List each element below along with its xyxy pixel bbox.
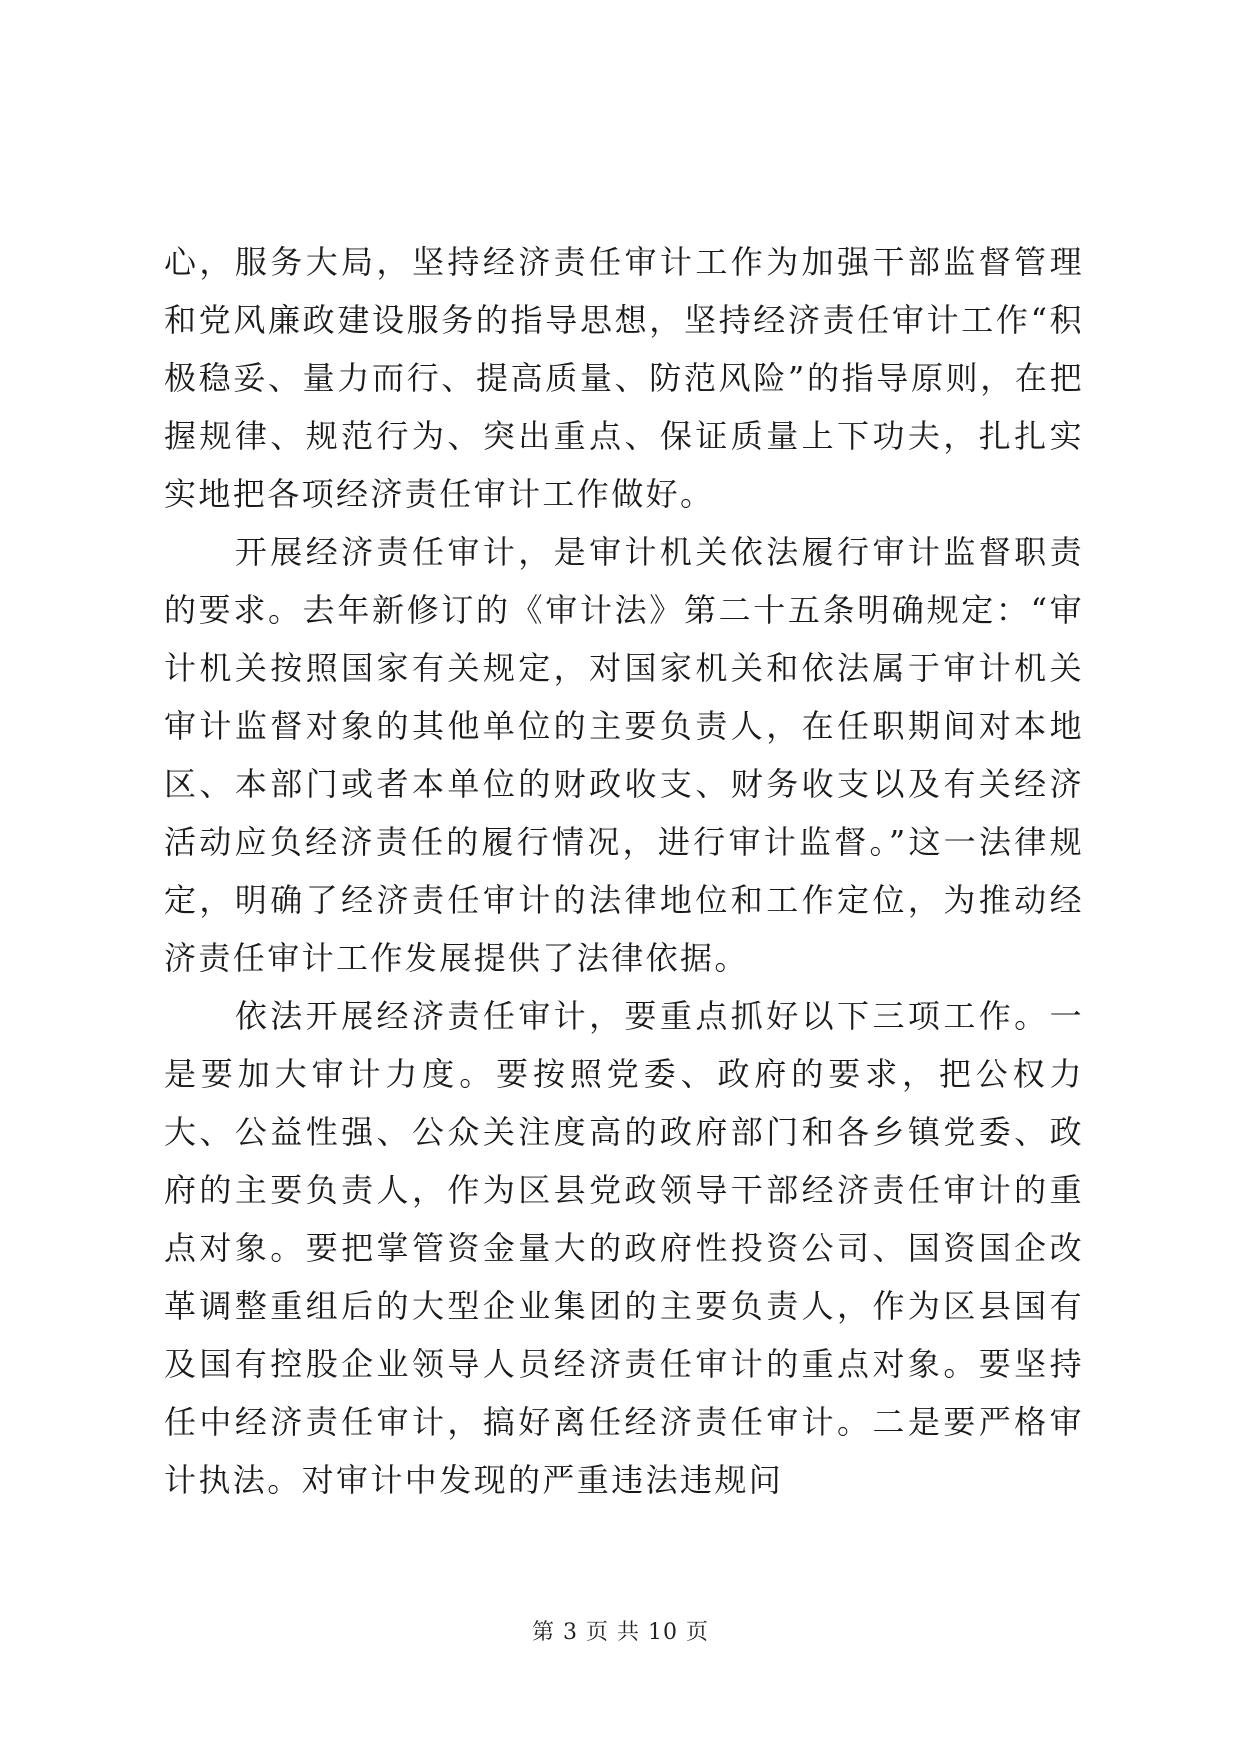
document-body [164, 233, 1084, 1509]
page-number-footer: 第 3 页 共 10 页 [532, 1620, 709, 1645]
paragraph: 开展经济责任审计，是审计机关依法履行审计监督职责的要求。去年新修订的《审计法》第二十五条明确规定：“审计机关按照国家有关规定，对国家机关和依法属于审计机关审计监督对象的其他单位的主要负责人，在任职期间对本地区、本部门或者本单位的财政收支、财务收支以及有关经济活动应负经济责任的履行情况，进行审计监督。”这一法律规定，明确了经济责任审计的法律地位和工作定位，为推动经济责任审计工作发展提供了法律依据。 [164, 533, 1084, 977]
paragraph: 心，服务大局，坚持经济责任审计工作为加强干部监督管理和党风廉政建设服务的指导思想，坚持经济责任审计工作“积极稳妥、量力而行、提高质量、防范风险”的指导原则，在把握规律、规范行为、突出重点、保证质量上下功夫，扎扎实实地把各项经济责任审计工作做好。 [164, 243, 1084, 513]
paragraph: 依法开展经济责任审计，要重点抓好以下三项工作。一是要加大审计力度。要按照党委、政府的要求，把公权力大、公益性强、公众关注度高的政府部门和各乡镇党委、政府的主要负责人，作为区县党政领导干部经济责任审计的重点对象。要把掌管资金量大的政府性投资公司、国资国企改革调整重组后的大型企业集团的主要负责人，作为区县国有及国有控股企业领导人员经济责任审计的重点对象。要坚持任中经济责任审计，搞好离任经济责任审计。二是要严格审计执法。对审计中发现的严重违法违规问 [164, 997, 1084, 1499]
